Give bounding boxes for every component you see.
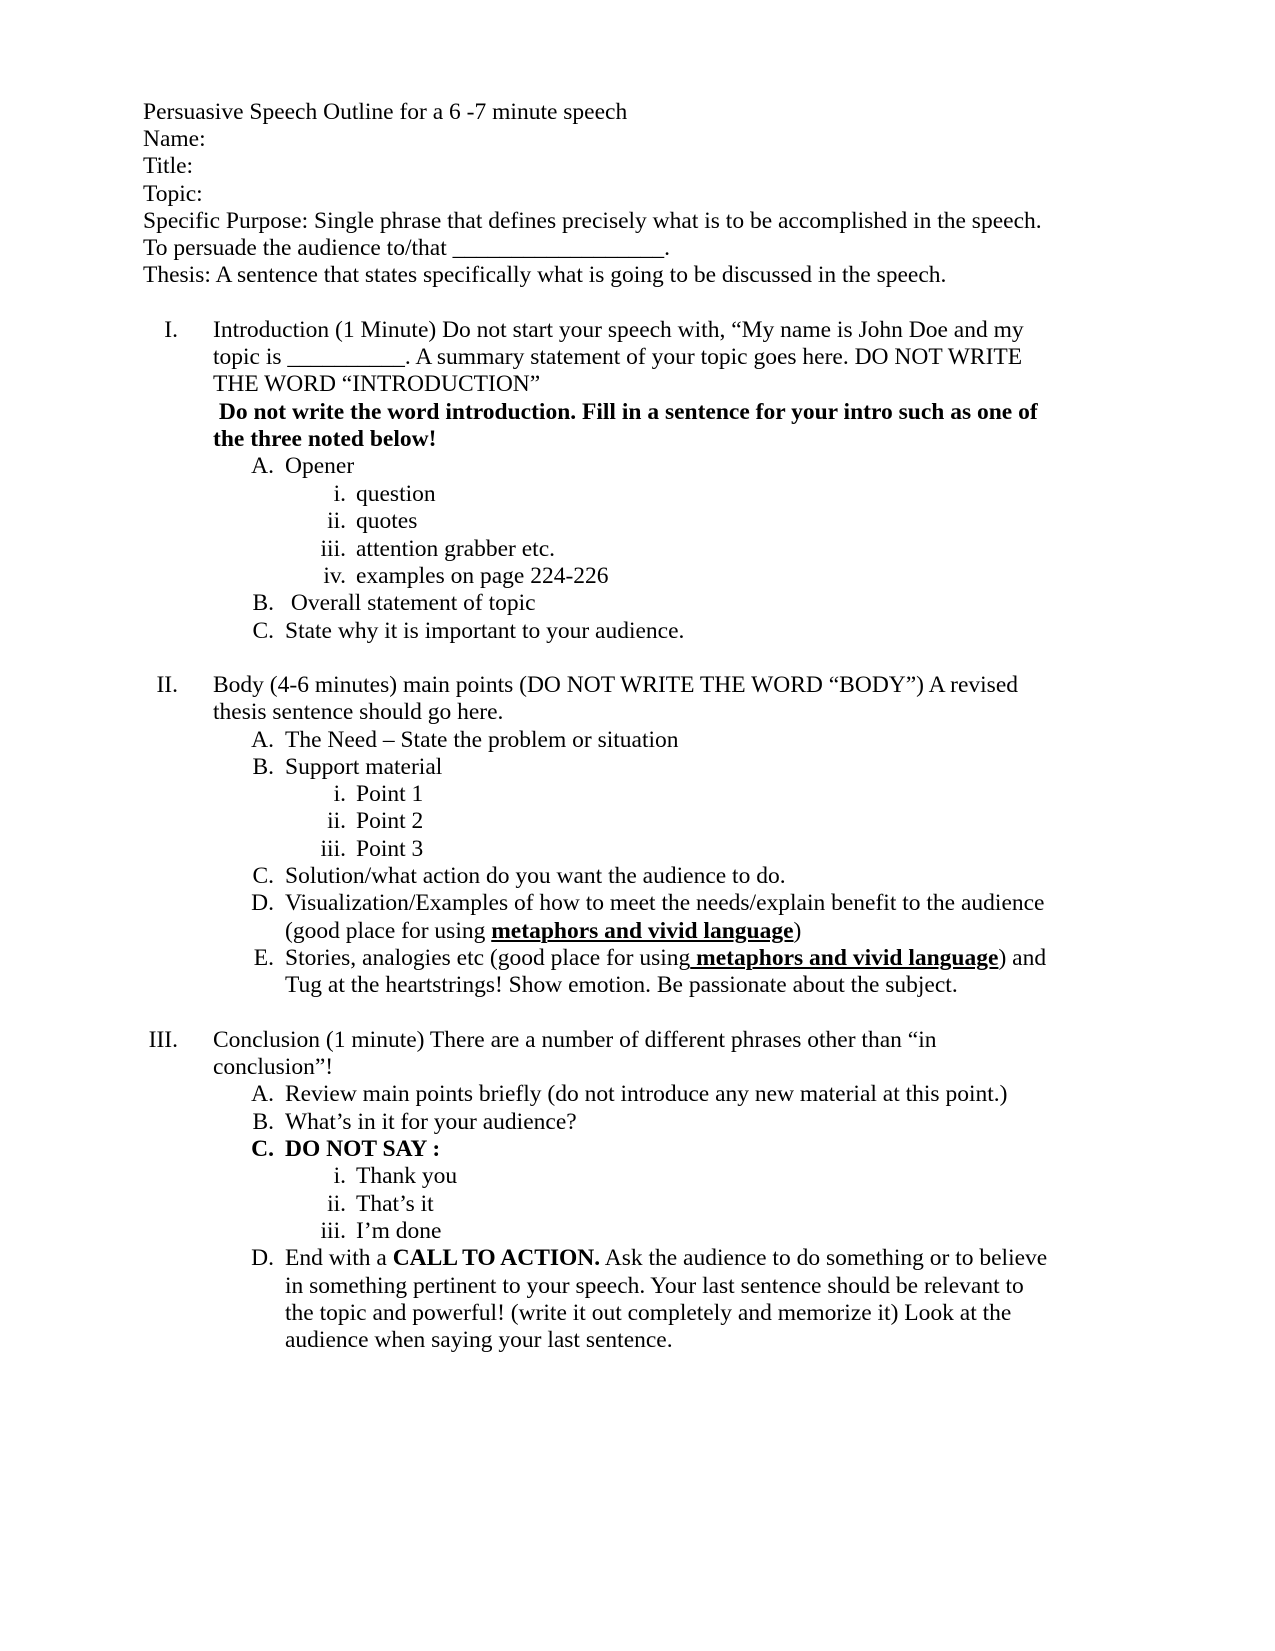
conclusion-text-line: conclusion”! <box>213 1054 334 1080</box>
sublist-label: i. <box>333 481 346 507</box>
list-label: E. <box>253 945 274 971</box>
list-item-continuation: the topic and powerful! (write it out completely and memorize it) Look at the <box>285 1300 1012 1326</box>
list-label: A. <box>251 453 274 479</box>
list-item: Solution/what action do you want the audience to do. <box>285 863 786 889</box>
list-item: Support material <box>285 754 443 780</box>
sublist-label: iii. <box>320 1218 346 1244</box>
list-item: State why it is important to your audience. <box>285 618 685 644</box>
sublist-item: I’m done <box>356 1218 442 1244</box>
body-text-line: thesis sentence should go here. <box>213 699 504 725</box>
conclusion-text-line: Conclusion (1 minute) There are a number of different phrases other than “in <box>213 1027 937 1053</box>
specific-purpose: Specific Purpose: Single phrase that defines precisely what is to be accomplished in the speech. <box>143 208 1042 234</box>
list-item: The Need – State the problem or situation <box>285 727 679 753</box>
sublist-label: iii. <box>320 836 346 862</box>
sublist-label: iii. <box>320 536 346 562</box>
text-run: End with a <box>285 1245 393 1271</box>
list-label: C. <box>252 618 274 644</box>
list-item-continuation <box>285 918 801 945</box>
text-run: ) and <box>998 945 1047 971</box>
section-numeral: II. <box>156 672 178 698</box>
list-item-do-not-say: DO NOT SAY : <box>285 1136 441 1162</box>
sublist-label: i. <box>333 1163 346 1189</box>
list-item: What’s in it for your audience? <box>285 1109 577 1135</box>
list-label: B. <box>252 1109 274 1135</box>
list-item-continuation: in something pertinent to your speech. Your last sentence should be relevant to <box>285 1273 1024 1299</box>
document-title: Persuasive Speech Outline for a 6 -7 minute speech <box>143 99 628 125</box>
sublist-item: examples on page 224-226 <box>356 563 609 589</box>
list-item: Opener <box>285 453 355 479</box>
list-label: D. <box>251 890 274 916</box>
sublist-item: Point 3 <box>356 836 424 862</box>
text-run: Stories, analogies etc (good place for using <box>285 945 691 971</box>
list-label: C. <box>252 863 274 889</box>
list-item: Review main points briefly (do not introduce any new material at this point.) <box>285 1081 1008 1107</box>
list-item: Visualization/Examples of how to meet the needs/explain benefit to the audience <box>285 890 1045 916</box>
list-label: A. <box>251 1081 274 1107</box>
sublist-label: ii. <box>327 808 346 834</box>
thesis-line: Thesis: A sentence that states specifically what is going to be discussed in the speech. <box>143 262 947 288</box>
sublist-item: Point 1 <box>356 781 424 807</box>
emphasis-metaphors: metaphors and vivid language <box>491 918 794 944</box>
list-item <box>285 945 1046 972</box>
sublist-label: i. <box>333 781 346 807</box>
list-item-continuation: Tug at the heartstrings! Show emotion. Be passionate about the subject. <box>285 972 958 998</box>
sublist-item: That’s it <box>356 1191 434 1217</box>
list-item: Overall statement of topic <box>285 590 536 616</box>
list-label: D. <box>251 1245 274 1271</box>
sublist-label: ii. <box>327 1191 346 1217</box>
emphasis-call-to-action: CALL TO ACTION. <box>392 1245 601 1271</box>
list-label: B. <box>252 754 274 780</box>
section-numeral: I. <box>164 317 178 343</box>
sublist-item: Point 2 <box>356 808 424 834</box>
text-run: Ask the audience to do something or to believe <box>600 1245 1048 1271</box>
sublist-item: quotes <box>356 508 418 534</box>
list-label: B. <box>252 590 274 616</box>
sublist-label: ii. <box>327 508 346 534</box>
intro-bold-note: the three noted below! <box>213 426 437 452</box>
text-run: (good place for using <box>285 918 492 944</box>
section-numeral: III. <box>148 1027 178 1053</box>
list-label: A. <box>251 727 274 753</box>
list-item <box>285 1245 1047 1272</box>
intro-text-line: Introduction (1 Minute) Do not start your speech with, “My name is John Doe and my <box>213 317 1024 343</box>
sublist-item: attention grabber etc. <box>356 536 556 562</box>
sublist-item: Thank you <box>356 1163 458 1189</box>
intro-text-line: topic is __________. A summary statement of your topic goes here. DO NOT WRITE <box>213 344 1023 370</box>
name-field-label: Name: <box>143 126 206 152</box>
list-label: C. <box>251 1136 274 1162</box>
topic-field-label: Topic: <box>143 181 203 207</box>
title-field-label: Title: <box>143 153 194 179</box>
sublist-item: question <box>356 481 436 507</box>
intro-bold-note: Do not write the word introduction. Fill in a sentence for your intro such as one of <box>213 399 1038 425</box>
emphasis-metaphors: metaphors and vivid language <box>690 945 999 971</box>
list-item-continuation: audience when saying your last sentence. <box>285 1327 673 1353</box>
intro-text-line: THE WORD “INTRODUCTION” <box>213 371 541 397</box>
persuade-line: To persuade the audience to/that __________________. <box>143 235 670 261</box>
text-run: ) <box>793 918 802 944</box>
sublist-label: iv. <box>323 563 346 589</box>
body-text-line: Body (4-6 minutes) main points (DO NOT WRITE THE WORD “BODY”) A revised <box>213 672 1019 698</box>
